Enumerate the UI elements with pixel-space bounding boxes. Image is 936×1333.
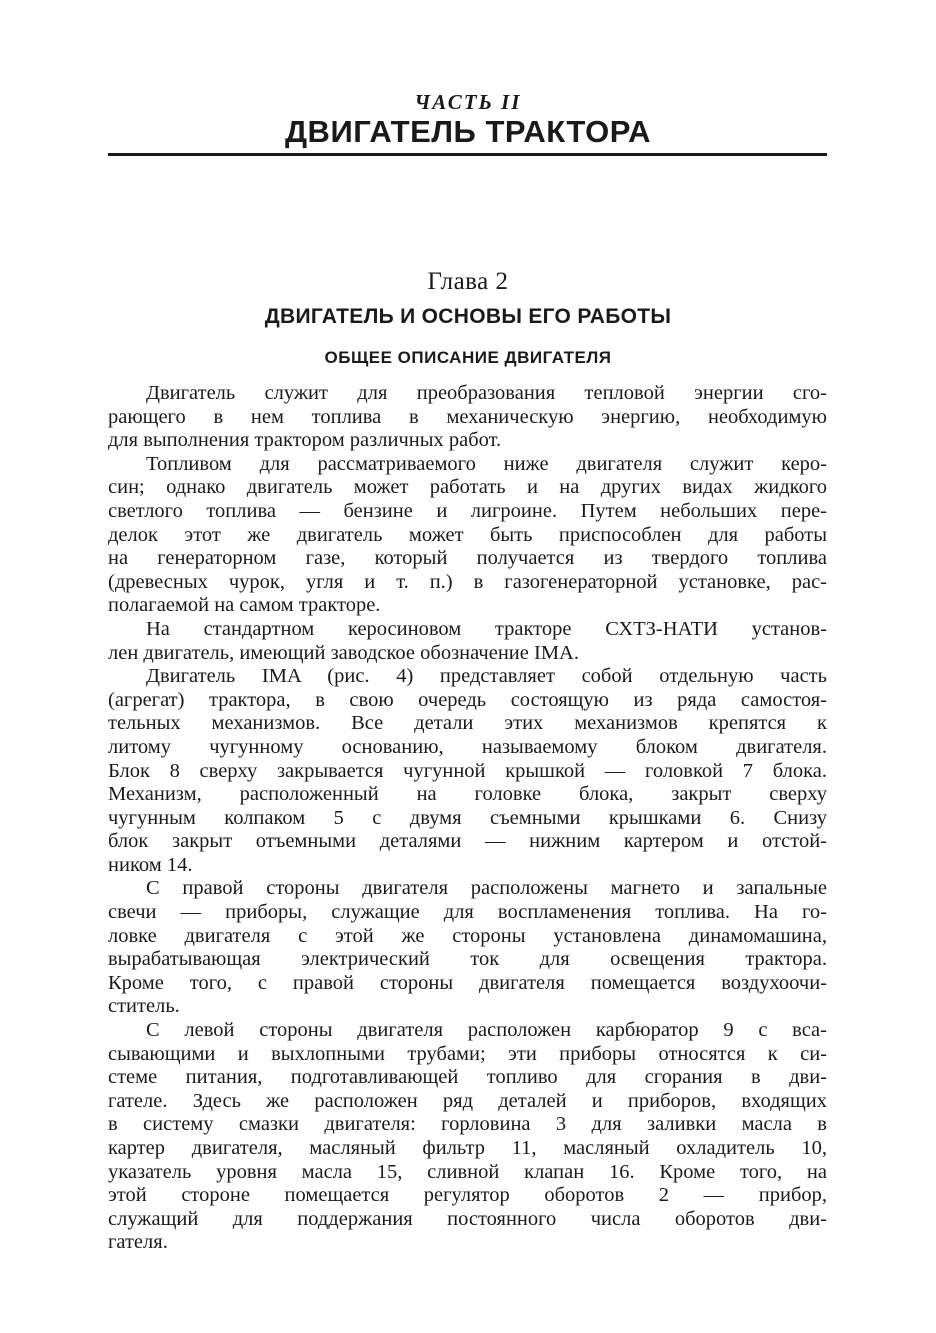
text-line: ловке двигателя с этой же стороны установлена динамомашина,	[108, 924, 827, 947]
text-line: блок закрыт отъемными деталями — нижним картером и отстой-	[108, 830, 827, 853]
chapter-label: Глава 2	[427, 268, 509, 295]
text-line: ститель.	[108, 995, 180, 1018]
chapter-title: ДВИГАТЕЛЬ И ОСНОВЫ ЕГО РАБОТЫ	[264, 305, 672, 328]
text-line: гателя.	[108, 1231, 168, 1254]
text-line: светлого топлива — бензине и лигроине. Путем небольших пере-	[108, 499, 827, 522]
text-line: делок этот же двигатель может быть приспособлен для работы	[108, 523, 827, 546]
text-line: (агрегат) трактора, в свою очередь состоящую из ряда самостоя-	[108, 688, 827, 711]
text-line: На стандартном керосиновом тракторе СХТЗ-НАТИ установ-	[146, 617, 827, 640]
paragraph	[108, 453, 827, 618]
text-line: картер двигателя, масляный фильтр 11, масляный охладитель 10,	[108, 1137, 827, 1159]
title-rule	[108, 153, 827, 156]
text-line: син; однако двигатель может работать и на других видах жидкого	[108, 476, 827, 499]
section-title: ОБЩЕЕ ОПИСАНИЕ ДВИГАТЕЛЯ	[324, 348, 612, 367]
part-title: ДВИГАТЕЛЬ ТРАКТОРА	[284, 114, 652, 149]
body-text	[108, 382, 827, 1255]
text-line: стеме питания, подготавливающей топливо для сгорания в дви-	[108, 1066, 827, 1089]
text-line: для выполнения трактором различных работ.	[108, 429, 502, 452]
text-line: тельных механизмов. Все детали этих механизмов крепятся к	[108, 712, 827, 735]
paragraph	[108, 877, 827, 1019]
paragraph	[108, 618, 827, 665]
part-label: ЧАСТЬ II	[414, 90, 522, 114]
paragraph	[108, 382, 827, 453]
text-line: лен двигатель, имеющий заводское обозначение IMA.	[108, 641, 579, 664]
text-line: этой стороне помещается регулятор оборотов 2 — прибор,	[108, 1184, 827, 1207]
text-line: в систему смазки двигателя: горловина 3 для заливки масла в	[108, 1113, 827, 1136]
text-line: Двигатель служит для преобразования тепловой энергии сго-	[146, 382, 827, 404]
paragraph	[108, 665, 827, 877]
text-line: Механизм, расположенный на головке блока, закрыт сверху	[108, 783, 827, 806]
text-line: литому чугунному основанию, называемому блоком двигателя.	[108, 735, 827, 758]
text-line: С правой стороны двигателя расположены магнето и запальные	[146, 877, 827, 900]
text-line: указатель уровня масла 15, сливной клапан 16. Кроме того, на	[108, 1160, 827, 1183]
paragraph	[108, 1019, 827, 1255]
text-line: на генераторном газе, который получается из твердого топлива	[108, 547, 827, 570]
text-line: Топливом для рассматриваемого ниже двигателя служит керо-	[146, 452, 827, 475]
text-line: гателе. Здесь же расположен ряд деталей и приборов, входящих	[108, 1089, 827, 1112]
text-line: С левой стороны двигателя расположен карбюратор 9 с вса-	[146, 1019, 827, 1042]
text-line: чугунным колпаком 5 с двумя съемными крышками 6. Снизу	[108, 806, 827, 829]
text-line: вырабатывающая электрический ток для освещения трактора.	[108, 948, 827, 971]
text-line: (древесных чурок, угля и т. п.) в газогенераторной установке, рас-	[108, 570, 827, 593]
text-line: Двигатель IMA (рис. 4) представляет собой отдельную часть	[146, 665, 827, 688]
text-line: ником 14.	[108, 853, 193, 876]
text-line: рающего в нем топлива в механическую энергию, необходимую	[108, 405, 827, 428]
text-line: сывающими и выхлопными трубами; эти приборы относятся к си-	[108, 1042, 827, 1065]
text-line: Блок 8 сверху закрывается чугунной крышкой — головкой 7 блока.	[108, 759, 827, 782]
text-line: служащий для поддержания постоянного числа оборотов дви-	[108, 1207, 827, 1230]
text-line: полагаемой на самом тракторе.	[108, 594, 381, 617]
text-line: свечи — приборы, служащие для воспламенения топлива. На го-	[108, 901, 827, 924]
text-line: Кроме того, с правой стороны двигателя помещается воздухоочи-	[108, 971, 827, 994]
